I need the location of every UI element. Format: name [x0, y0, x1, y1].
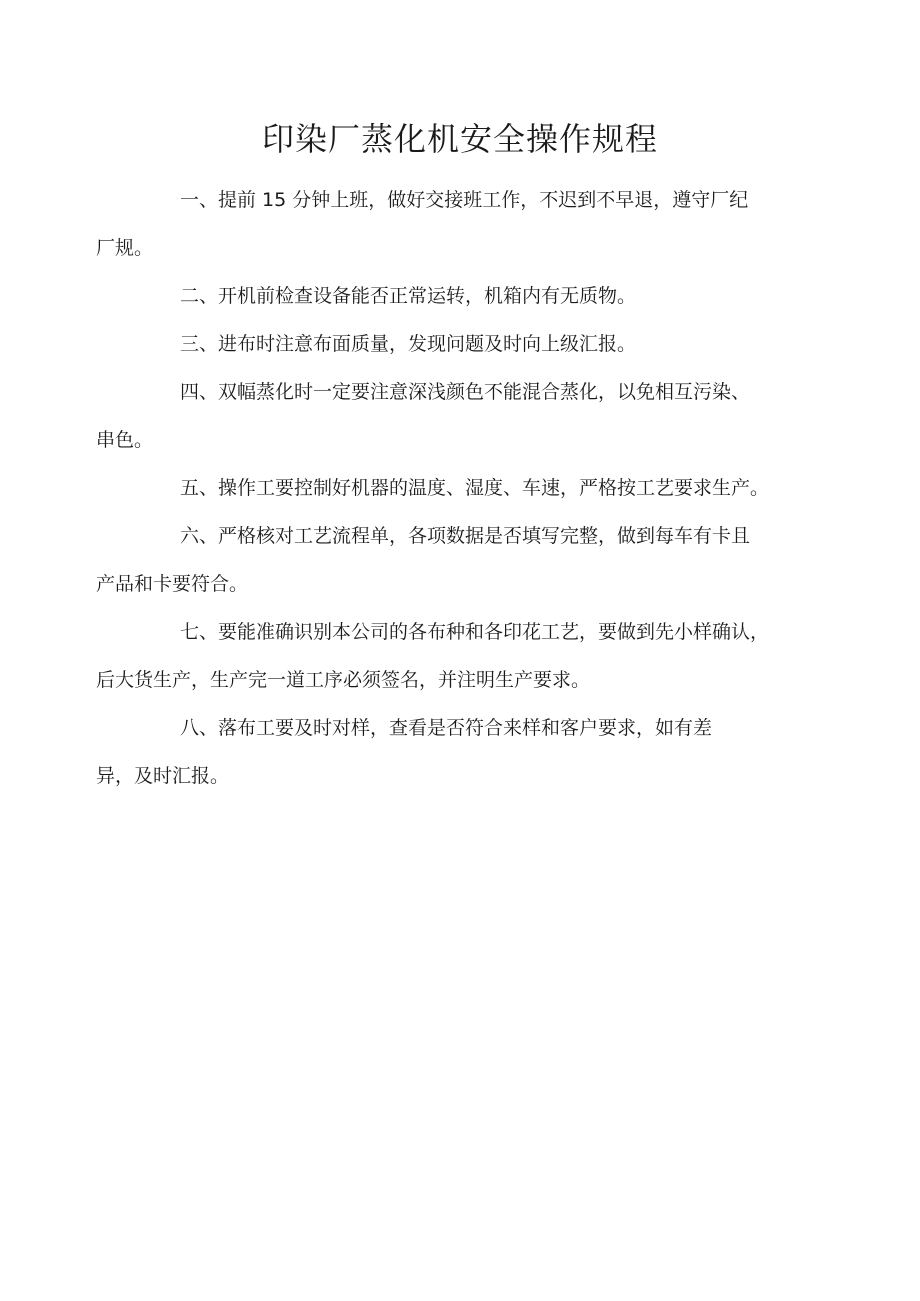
paragraph-line: 三、进布时注意布面质量，发现问题及时向上级汇报。	[180, 333, 637, 355]
page-title: 印染厂蒸化机安全操作规程	[261, 120, 658, 158]
paragraph-line: 异，及时汇报。	[96, 765, 230, 787]
document-body	[96, 176, 784, 800]
paragraph-4	[96, 368, 784, 464]
paragraph-1	[96, 176, 784, 272]
paragraph-line: 五、操作工要控制好机器的温度、湿度、车速，严格按工艺要求生产。	[180, 477, 770, 499]
paragraph-2	[138, 272, 784, 320]
paragraph-line: 后大货生产，生产完一道工序必须签名，并注明生产要求。	[96, 669, 591, 691]
paragraph-8	[96, 704, 784, 800]
paragraph-line: 二、开机前检查设备能否正常运转，机箱内有无质物。	[180, 285, 637, 307]
paragraph-line: 串色。	[96, 429, 154, 451]
paragraph-7	[96, 608, 784, 704]
paragraph-line: 一、提前 15 分钟上班，做好交接班工作，不迟到不早退，遵守厂纪	[180, 189, 749, 211]
paragraph-6	[96, 512, 784, 608]
paragraph-line: 四、双幅蒸化时一定要注意深浅颜色不能混合蒸化，以免相互污染、	[180, 381, 751, 403]
paragraph-line: 七、要能准确识别本公司的各布种和各印花工艺，要做到先小样确认，	[180, 621, 770, 643]
paragraph-line: 八、落布工要及时对样，查看是否符合来样和客户要求，如有差	[180, 717, 713, 739]
paragraph-3	[138, 320, 784, 368]
paragraph-line: 厂规。	[96, 237, 154, 259]
paragraph-5	[138, 464, 784, 512]
paragraph-line: 六、严格核对工艺流程单，各项数据是否填写完整，做到每车有卡且	[180, 525, 751, 547]
paragraph-line: 产品和卡要符合。	[96, 573, 249, 595]
